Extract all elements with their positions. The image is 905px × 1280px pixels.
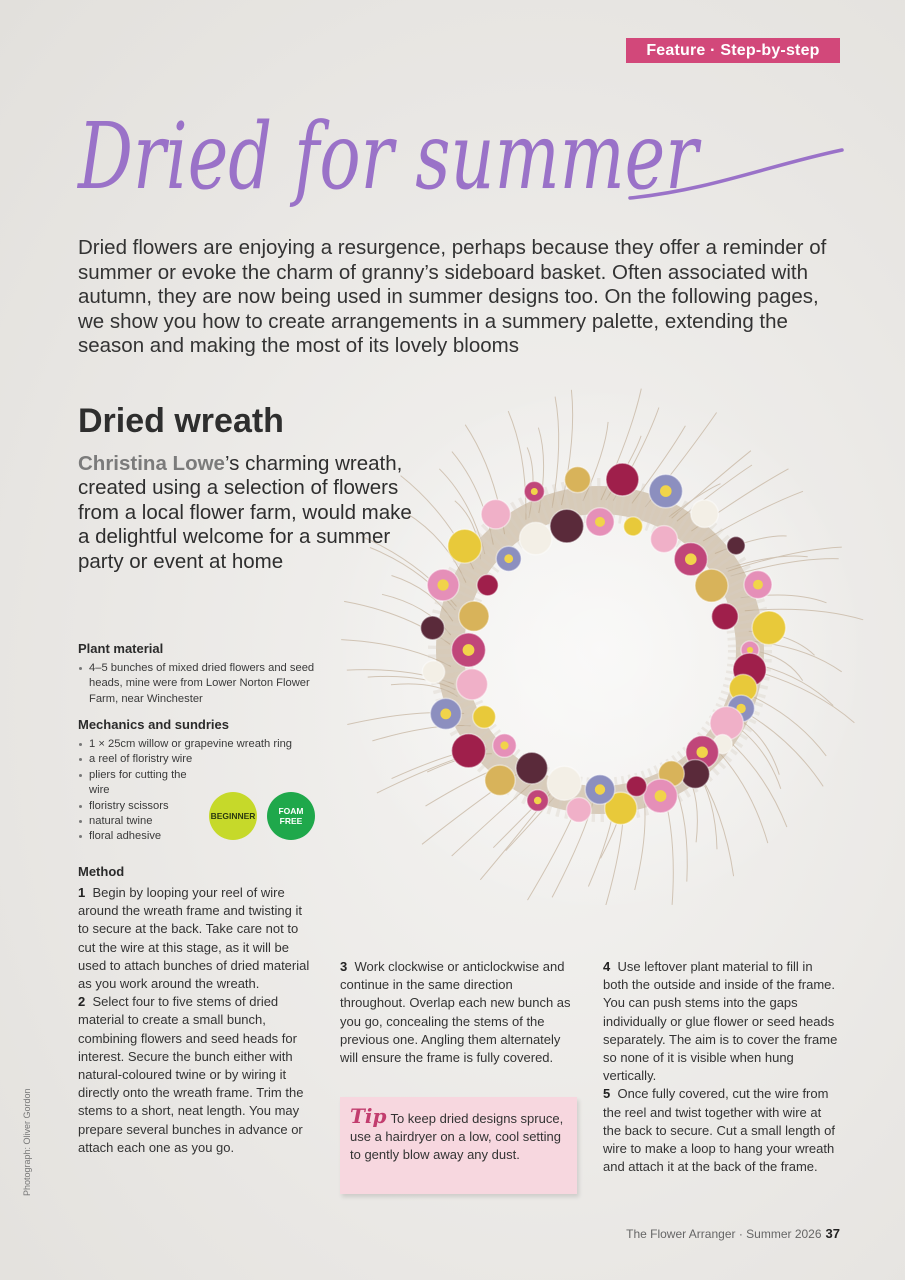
- wreath-flower-centre: [463, 644, 475, 656]
- lede-text: ’s charming wreath, created using a selection of flowers from a local flower farm, would make a delightful welcome for a summer party or event at home: [78, 452, 412, 573]
- wreath-flower: [421, 616, 445, 640]
- photo-credit: Photograph: Oliver Gordon: [22, 1088, 32, 1196]
- list-item: natural twine: [78, 814, 316, 829]
- wreath-flower: [452, 734, 486, 768]
- wreath-flower-centre: [595, 517, 605, 527]
- wreath-flower: [547, 766, 581, 800]
- wreath-flower: [422, 661, 444, 683]
- wreath-flower: [516, 752, 548, 784]
- method-column-2: [340, 958, 574, 1067]
- wreath-flower: [550, 509, 584, 543]
- wreath-flower: [727, 537, 745, 555]
- list-item: 4–5 bunches of mixed dried flowers and seed heads, mine were from Lower Norton Flower Farm, near Winchester: [78, 661, 323, 707]
- method-step: [603, 958, 841, 1085]
- method-step: [78, 884, 314, 993]
- wreath-flower: [459, 601, 489, 631]
- step-number: 2: [78, 994, 86, 1010]
- wreath-flower: [681, 760, 710, 789]
- plant-material-heading: Plant material: [78, 641, 164, 656]
- wreath-flower: [567, 798, 592, 823]
- wreath-flower: [520, 522, 552, 554]
- step-text: Once fully covered, cut the wire from the reel and twist together with wire at the back to secure. Cut a small length of wire to make a loop to hang your wreath and attach it at the back of the frame.: [603, 1086, 835, 1175]
- intro-paragraph: Dried flowers are enjoying a resurgence, perhaps because they offer a reminder of summer or evoke the charm of granny’s sideboard basket. Often associated with autumn, they are now being used in summer designs too. On the following pages, we show you how to create arrangements in a summery palette, extending the season and making the most of its lovely blooms: [78, 236, 827, 358]
- wreath-photo: [300, 365, 900, 905]
- method-column-1: [78, 884, 314, 1157]
- wreath-flower-centre: [534, 797, 542, 805]
- list-item: pliers for cutting the wire: [78, 768, 190, 799]
- list-item: 1 × 25cm willow or grapevine wreath ring: [78, 737, 316, 752]
- wreath-flower-centre: [504, 554, 513, 563]
- article-heading: Dried wreath: [78, 402, 284, 440]
- wreath-flower-centre: [595, 784, 605, 794]
- wreath-flower-centre: [747, 647, 753, 653]
- wreath-flower: [565, 467, 591, 493]
- wreath-flower: [473, 706, 496, 729]
- plant-material-list: [78, 661, 323, 707]
- wreath-flower: [712, 603, 739, 630]
- wreath-flower: [485, 765, 515, 795]
- wreath-flower-centre: [438, 579, 449, 590]
- method-step: [340, 958, 574, 1067]
- author-name: Christina Lowe: [78, 452, 225, 475]
- wreath-flower: [481, 500, 510, 529]
- publication-name: The Flower Arranger · Summer 2026: [626, 1227, 822, 1241]
- article-lede: [78, 452, 423, 574]
- section-tag: Feature · Step-by-step: [626, 38, 840, 63]
- beginner-badge: BEGINNER: [209, 792, 257, 840]
- wreath-flower-centre: [753, 580, 763, 590]
- foam-free-badge: FOAM FREE: [267, 792, 315, 840]
- wreath-flower-centre: [660, 485, 672, 497]
- tip-label: Tip: [350, 1104, 387, 1128]
- wreath-flower-centre: [655, 790, 667, 802]
- step-text: Use leftover plant material to fill in both the outside and inside of the frame. You can push stems into the gaps individually or glue flower or seed heads separately. The aim is to cover the frame so none of it is visible when hung vertically.: [603, 959, 838, 1084]
- list-item: floristry scissors: [78, 799, 316, 814]
- list-item: a reel of floristry wire: [78, 752, 316, 767]
- page-title-text: Dried for summer: [76, 103, 702, 210]
- page-number: 37: [825, 1226, 840, 1241]
- list-item: floral adhesive: [78, 829, 316, 844]
- step-number: 5: [603, 1086, 611, 1102]
- tip-box: [340, 1097, 577, 1194]
- page-title: [70, 70, 860, 230]
- wreath-flower: [448, 529, 482, 563]
- step-text: Begin by looping your reel of wire around the wreath frame and twisting it to secure at the back. Take care not to cut the wire at this stage, as it will be used to attach bunches of dried material as you work around the wreath.: [78, 885, 310, 992]
- wreath-flower-centre: [531, 488, 538, 495]
- method-column-3: [603, 958, 841, 1176]
- wreath-flower: [651, 526, 678, 553]
- page-footer: [626, 1226, 840, 1241]
- wreath-flower-centre: [440, 709, 451, 720]
- wreath-flower: [695, 569, 728, 602]
- wreath-flower-centre: [500, 741, 508, 749]
- wreath-flower: [456, 669, 487, 700]
- method-step: [78, 993, 314, 1157]
- method-heading: Method: [78, 864, 125, 879]
- step-number: 3: [340, 959, 348, 974]
- wreath-flower: [752, 611, 786, 645]
- wreath-flower: [624, 517, 643, 536]
- tip-text: To keep dried designs spruce, use a hairdryer on a low, cool setting to gently blow away any dust.: [350, 1111, 564, 1163]
- wreath-flower: [606, 463, 639, 496]
- step-number: 1: [78, 885, 86, 900]
- method-step: [603, 1085, 841, 1176]
- step-text: Select four to five stems of dried material to create a small bunch, combining flowers and seed heads for interest. Secure the bunch either with natural-coloured twine or by wiring it directly onto the wreath frame. Trim the stems to a short, neat length. You may prepare several bunches in advance or attach each one as you go.: [78, 994, 304, 1155]
- wreath-flower-centre: [685, 553, 697, 565]
- wreath-flower: [626, 776, 646, 796]
- wreath-flower-centre: [697, 747, 708, 758]
- step-text: Work clockwise or anticlockwise and continue in the same direction throughout. Overlap each new bunch as you go, concealing the stems of the previous one. Angling them alternately will ensure the frame is fully covered.: [340, 959, 571, 1066]
- wreath-flower: [477, 575, 498, 596]
- mechanics-heading: Mechanics and sundries: [78, 717, 229, 732]
- step-number: 4: [603, 959, 611, 974]
- wreath-flower: [691, 500, 719, 528]
